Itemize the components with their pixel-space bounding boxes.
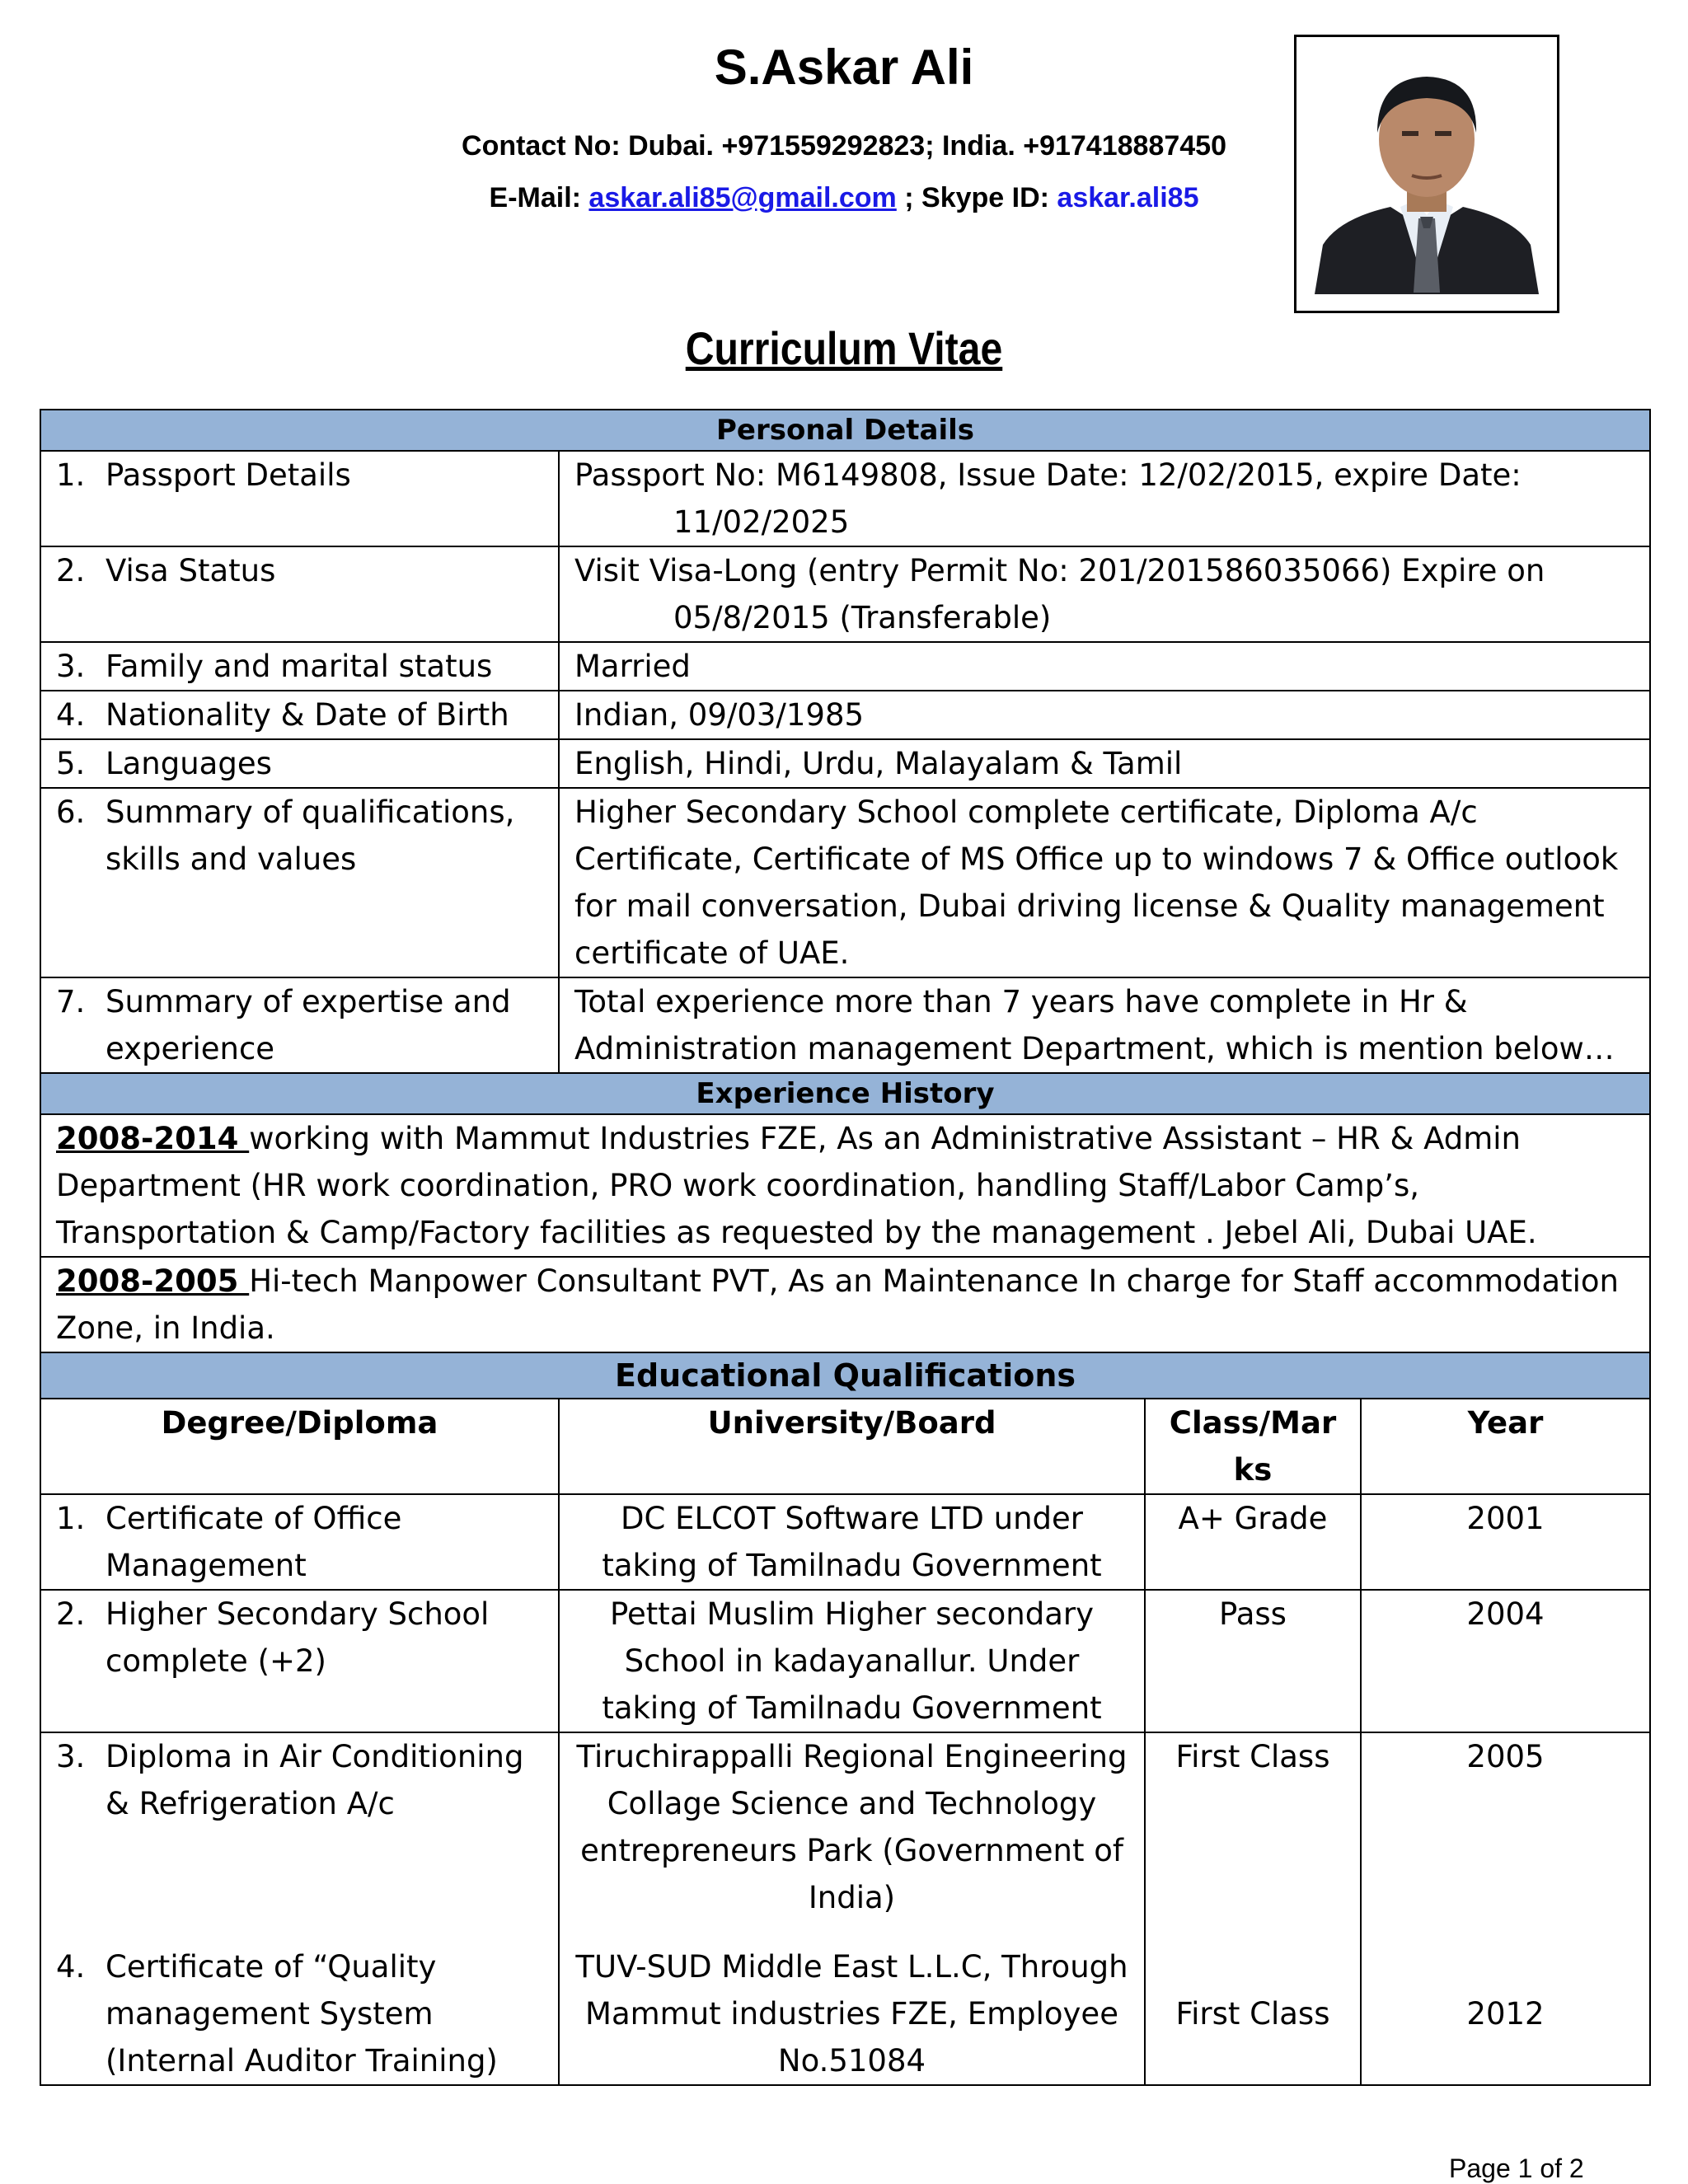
row-label: 6. Summary of qualifications, skills and values [40, 788, 559, 977]
degree-cell: 3. Diploma in Air Conditioning & Refrigeration A/c [40, 1732, 559, 1943]
column-header: University/Board [559, 1399, 1145, 1494]
experience-item [40, 1257, 1650, 1352]
page-number: Page 1 of 2 [1449, 2154, 1584, 2183]
row-label: 5. Languages [40, 739, 559, 788]
experience-text: Hi-tech Manpower Consultant PVT, As an Maintenance In charge for Staff accommodation Zone, in India. [56, 1263, 1619, 1346]
table-row [40, 1494, 1650, 1590]
row-value: Total experience more than 7 years have complete in Hr & Administration management Department, which is mention below… [559, 977, 1650, 1073]
class-cell: Pass [1145, 1590, 1361, 1732]
candidate-name: S.Askar Ali [714, 40, 974, 95]
row-value: Higher Secondary School complete certificate, Diploma A/c Certificate, Certificate of MS Office up to windows 7 & Office outlook for mail conversation, Dubai driving license & Quality management certificate of UAE. [559, 788, 1650, 977]
class-cell: First Class [1145, 1732, 1361, 1943]
row-value: Married [559, 642, 1650, 691]
table-row [40, 739, 1650, 788]
personal-details-heading: Personal Details [40, 410, 1650, 451]
skype-id: askar.ali85 [1057, 182, 1199, 213]
row-value: Passport No: M6149808, Issue Date: 12/02/2015, expire Date: 11/02/2025 [559, 451, 1650, 546]
row-label: 2. Visa Status [40, 546, 559, 642]
experience-item [40, 1114, 1650, 1257]
column-header: Class/Marks [1145, 1399, 1361, 1494]
row-label: 7. Summary of expertise and experience [40, 977, 559, 1073]
degree-cell: 2. Higher Secondary School complete (+2) [40, 1590, 559, 1732]
row-value: English, Hindi, Urdu, Malayalam & Tamil [559, 739, 1650, 788]
table-row [40, 1590, 1650, 1732]
row-value: Visit Visa-Long (entry Permit No: 201/201586035066) Expire on 05/8/2015 (Transferable) [559, 546, 1650, 642]
class-cell: A+ Grade [1145, 1494, 1361, 1590]
cv-table [40, 409, 1651, 2086]
table-row [40, 788, 1650, 977]
email-link[interactable]: askar.ali85@gmail.com [588, 182, 897, 213]
experience-text: working with Mammut Industries FZE, As an Administrative Assistant – HR & Admin Department (HR work coordination, PRO work coordination, handling Staff/Labor Camp’s, Transportation & Camp/Factory facilities as requested by the management . Jebel Ali, Dubai UAE. [56, 1121, 1537, 1250]
year-cell: 2012 [1361, 1943, 1650, 2085]
contact-numbers: Contact No: Dubai. +971559292823; India. +917418887450 [462, 130, 1226, 162]
table-row [40, 642, 1650, 691]
year-cell: 2005 [1361, 1732, 1650, 1943]
table-row [40, 691, 1650, 739]
column-header: Degree/Diploma [40, 1399, 559, 1494]
profile-photo [1294, 35, 1559, 313]
experience-history-heading: Experience History [40, 1073, 1650, 1114]
experience-years: 2008-2005 [56, 1263, 250, 1299]
document-title: Curriculum Vitae [685, 322, 1003, 374]
row-label: 3. Family and marital status [40, 642, 559, 691]
board-cell: DC ELCOT Software LTD under taking of Tamilnadu Government [559, 1494, 1145, 1590]
year-cell: 2001 [1361, 1494, 1650, 1590]
educational-qualifications-heading: Educational Qualifications [40, 1352, 1650, 1399]
column-header: Year [1361, 1399, 1650, 1494]
board-cell: Pettai Muslim Higher secondary School in kadayanallur. Under taking of Tamilnadu Government [559, 1590, 1145, 1732]
row-value: Indian, 09/03/1985 [559, 691, 1650, 739]
class-cell: First Class [1145, 1943, 1361, 2085]
board-cell: TUV-SUD Middle East L.L.C, Through Mammut industries FZE, Employee No.51084 [559, 1943, 1145, 2085]
row-label: 1. Passport Details [40, 451, 559, 546]
year-cell: 2004 [1361, 1590, 1650, 1732]
row-label: 4. Nationality & Date of Birth [40, 691, 559, 739]
table-row [40, 451, 1650, 546]
email-label: E-Mail: [489, 182, 581, 213]
table-row [40, 546, 1650, 642]
table-row [40, 977, 1650, 1073]
degree-cell: 4. Certificate of “Quality management System (Internal Auditor Training) [40, 1943, 559, 2085]
table-row [40, 1732, 1650, 1943]
table-header-row [40, 1399, 1650, 1494]
board-cell: Tiruchirappalli Regional Engineering Collage Science and Technology entrepreneurs Park (Government of India) [559, 1732, 1145, 1943]
experience-years: 2008-2014 [56, 1121, 250, 1156]
table-row [40, 1943, 1650, 2085]
degree-cell: 1. Certificate of Office Management [40, 1494, 559, 1590]
skype-label: ; Skype ID: [896, 182, 1049, 213]
